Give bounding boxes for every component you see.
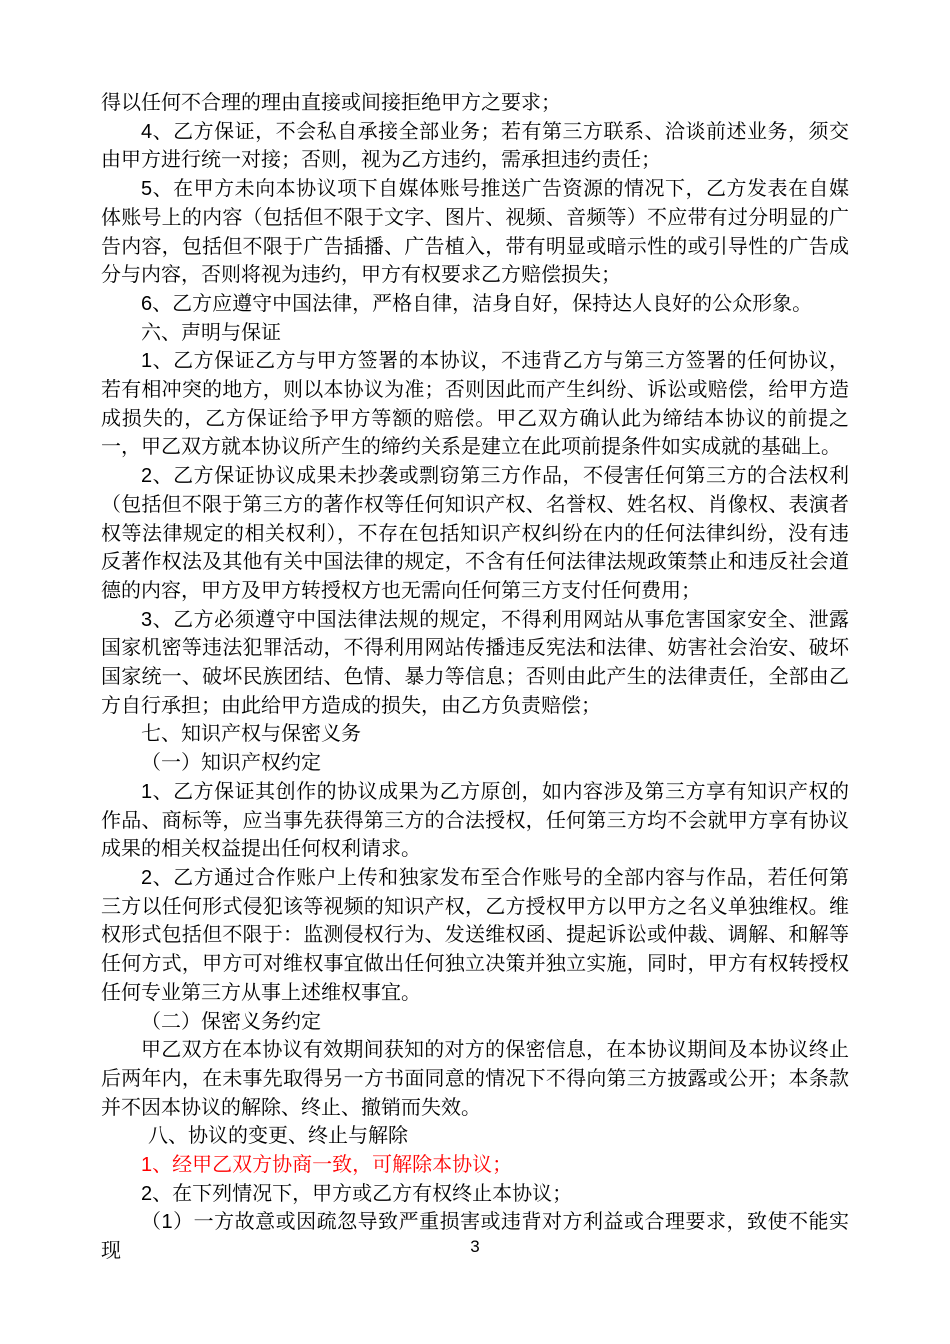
clause-paragraph: 得以任何不合理的理由直接或间接拒绝甲方之要求；	[101, 92, 561, 114]
clause-paragraph: 2、在下列情况下，甲方或乙方有权终止本协议；	[141, 1182, 573, 1205]
clause-paragraph: 6、乙方应遵守中国法律，严格自律，洁身自好，保持达人良好的公众形象。	[141, 292, 813, 315]
clause-paragraph: 3、乙方必须遵守中国法律法规的规定，不得利用网站从事危害国家安全、泄露国家机密等违法犯罪活动，不得利用网站传播违反宪法和法律、妨害社会治安、破坏国家统一、破坏民族团结、色情、暴力等信息；否则由此产生的法律责任，全部由乙方自行承担；由此给甲方造成的损失，由乙方负责赔偿；	[101, 608, 849, 717]
clause-paragraph: 六、声明与保证	[141, 321, 281, 344]
clause-paragraph: 1、乙方保证其创作的协议成果为乙方原创，如内容涉及第三方享有知识产权的作品、商标等，应当事先获得第三方的合法授权，任何第三方均不会就甲方享有协议成果的相关权益提出任何权利请求。	[101, 780, 849, 861]
clause-paragraph: 4、乙方保证，不会私自承接全部业务；若有第三方联系、洽谈前述业务，须交由甲方进行统一对接；否则，视为乙方违约，需承担违约责任；	[101, 120, 849, 172]
clause-paragraph: 5、在甲方未向本协议项下自媒体账号推送广告资源的情况下，乙方发表在自媒体账号上的内容（包括但不限于文字、图片、视频、音频等）不应带有过分明显的广告内容，包括但不限于广告插播、广告植入，带有明显或暗示性的或引导性的广告成分与内容，否则将视为违约，甲方有权要求乙方赔偿损失；	[101, 178, 849, 287]
clause-paragraph: 2、乙方通过合作账户上传和独家发布至合作账号的全部内容与作品，若任何第三方以任何形式侵犯该等视频的知识产权，乙方授权甲方以甲方之名义单独维权。维权形式包括但不限于：监测侵权行为、发送维权函、提起诉讼或仲裁、调解、和解等任何方式，甲方可对维权事宜做出任何独立决策并独立实施，同时，甲方有权转授权任何专业第三方从事上述维权事宜。	[101, 866, 849, 1004]
clause-paragraph: （二）保密义务约定	[141, 1010, 321, 1033]
clause-paragraph: 甲乙双方在本协议有效期间获知的对方的保密信息，在本协议期间及本协议终止后两年内，在未事先取得另一方书面同意的情况下不得向第三方披露或公开；本条款并不因本协议的解除、终止、撤销而失效。	[101, 1039, 849, 1119]
clause-paragraph: （1）一方故意或因疏忽导致严重损害或违背对方利益或合理要求，致使不能实现	[101, 1211, 849, 1263]
clause-paragraph: （一）知识产权约定	[141, 752, 321, 775]
clause-paragraph-highlighted: 1、经甲乙双方协商一致，可解除本协议；	[141, 1154, 513, 1177]
clause-paragraph: 2、乙方保证协议成果未抄袭或剽窃第三方作品，不侵害任何第三方的合法权利（包括但不限于第三方的著作权等任何知识产权、名誉权、姓名权、肖像权、表演者权等法律规定的相关权利），不存在包括知识产权纠纷在内的任何法律纠纷，没有违反著作权法及其他有关中国法律的规定，不含有任何法律法规政策禁止和违反社会道德的内容，甲方及甲方转授权方也无需向任何第三方支付任何费用；	[101, 465, 849, 602]
clause-paragraph: 七、知识产权与保密义务	[141, 723, 361, 746]
document-body	[101, 89, 849, 1266]
page-number: 3	[470, 1237, 480, 1256]
clause-paragraph: 1、乙方保证乙方与甲方签署的本协议，不违背乙方与第三方签署的任何协议，若有相冲突的地方，则以本协议为准；否则因此而产生纠纷、诉讼或赔偿，给甲方造成损失的，乙方保证给予甲方等额的赔偿。甲乙双方确认此为缔结本协议的前提之一，甲乙双方就本协议所产生的缔约关系是建立在此项前提条件如实成就的基础上。	[101, 350, 849, 459]
clause-paragraph: 八、协议的变更、终止与解除	[148, 1125, 408, 1148]
